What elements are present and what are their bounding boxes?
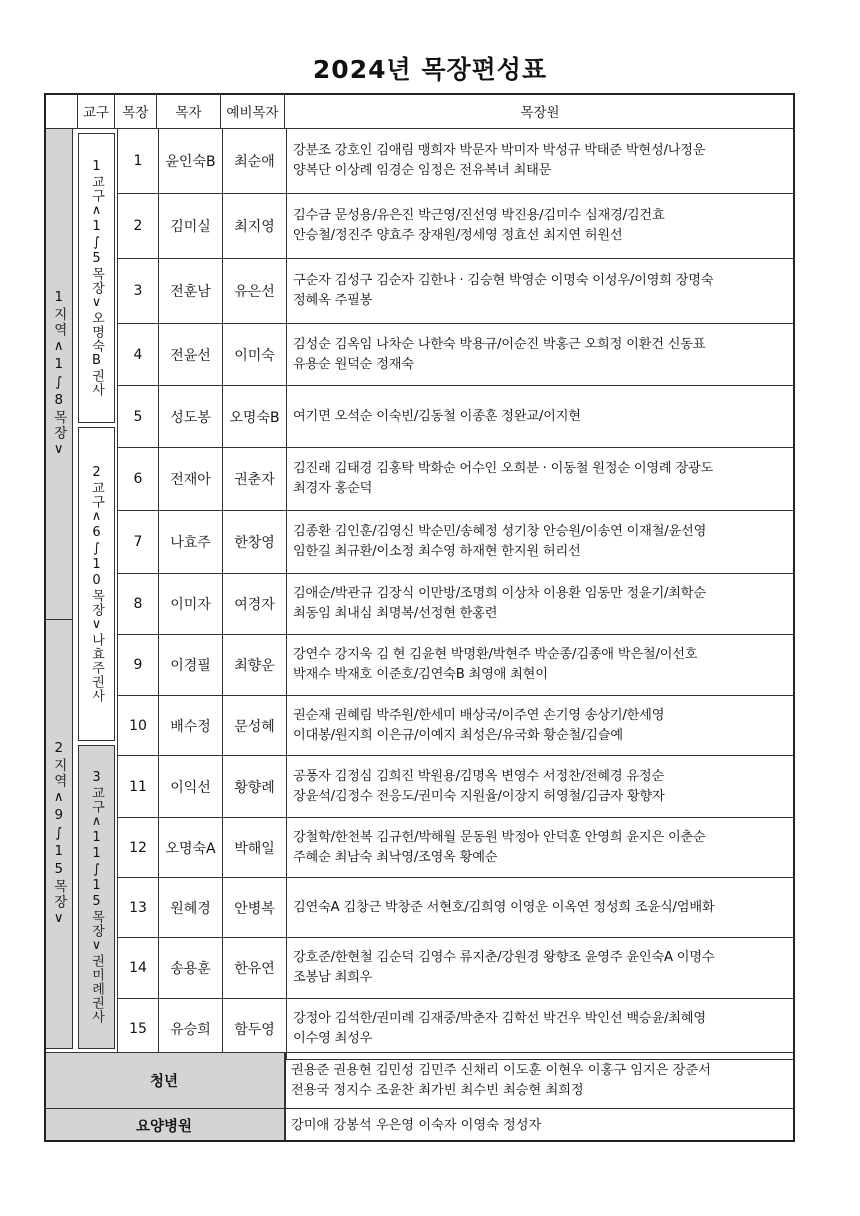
page-title: 2024년 목장편성표 — [312, 55, 548, 84]
header-group: 목장 — [115, 93, 157, 129]
group-subleader: 최향운 — [223, 635, 287, 696]
group-members: 김연숙A 김창근 박창준 서현호/김희영 이영운 이옥연 정성희 조윤식/엄배화 — [287, 878, 795, 938]
table-row — [133, 259, 795, 324]
table-row — [133, 386, 795, 448]
district-1-label: 1교구∧1∫5목장∨오명숙B권사 — [89, 159, 104, 397]
group-number: 3 — [117, 259, 159, 324]
table-row — [133, 129, 795, 194]
group-leader: 나효주 — [159, 511, 223, 574]
header-blank — [44, 93, 78, 129]
youth-members: 권용준 권용현 김민성 김민주 신채리 이도훈 이현우 이홍구 임지은 장준서 전용국 정지수 조윤찬 최가빈 최수빈 최승현 최희정 — [285, 1053, 795, 1109]
group-leader: 윤인숙B — [159, 129, 223, 194]
group-number: 10 — [117, 696, 159, 756]
group-number: 12 — [117, 818, 159, 878]
group-leader: 원혜경 — [159, 878, 223, 938]
header-leader: 목자 — [157, 93, 221, 129]
table-row — [133, 324, 795, 386]
group-subleader: 오명숙B — [223, 386, 287, 448]
column-divider — [285, 1053, 286, 1142]
group-subleader: 한창영 — [223, 511, 287, 574]
table-row — [133, 635, 795, 696]
group-members: 김성순 김옥임 나차순 나한숙 박용규/이순진 박홍근 오희정 이환건 신동표 유용순 원덕순 정재숙 — [287, 324, 795, 386]
group-number: 8 — [117, 574, 159, 635]
district-3 — [78, 745, 115, 1049]
group-leader: 유승희 — [159, 999, 223, 1060]
table-row — [133, 574, 795, 635]
group-leader: 배수정 — [159, 696, 223, 756]
table-row — [129, 696, 795, 756]
group-leader: 성도봉 — [159, 386, 223, 448]
group-leader: 전훈남 — [159, 259, 223, 324]
group-members: 강분조 강호인 김애림 맹희자 박문자 박미자 박성규 박태준 박현성/나정운 양복단 이상례 임경순 임정은 전유복녀 최태문 — [287, 129, 795, 194]
group-members: 강철학/한천복 김규헌/박해월 문동원 박정아 안덕훈 안영희 윤지은 이춘순 주혜순 최남숙 최낙영/조영옥 황예순 — [287, 818, 795, 878]
group-members: 여기면 오석순 이숙빈/김동철 이종훈 정완교/이지현 — [287, 386, 795, 448]
group-subleader: 한유연 — [223, 938, 287, 999]
table-row — [129, 878, 795, 938]
group-number: 6 — [117, 448, 159, 511]
district-1 — [78, 133, 115, 423]
group-members: 김종환 김인훈/김영신 박순민/송혜정 성기창 안승원/이송연 이재철/윤선영 임한길 최규환/이소정 최수영 하재현 한지원 허리선 — [287, 511, 795, 574]
group-leader: 이익선 — [159, 756, 223, 818]
group-members: 김수금 문성용/유은진 박근영/진선영 박진용/김미수 심재경/김건효 안승철/정진주 양효주 장재원/정세영 정효선 최지연 허원선 — [287, 194, 795, 259]
group-number: 15 — [117, 999, 159, 1060]
group-members: 공풍자 김정심 김희진 박원용/김명옥 변영수 서정찬/전혜경 유정순 장윤석/김정수 전응도/권미숙 지원율/이장지 허영철/김금자 황향자 — [287, 756, 795, 818]
region-2-label: 2지역∧9∫15목장∨ — [50, 740, 67, 928]
group-subleader: 최순애 — [223, 129, 287, 194]
hospital-label: 요양병원 — [44, 1109, 285, 1142]
table-row — [129, 938, 795, 999]
group-subleader: 황향례 — [223, 756, 287, 818]
table-row — [133, 194, 795, 259]
group-number: 2 — [117, 194, 159, 259]
group-members: 구순자 김성구 김순자 김한나 · 김승현 박영순 이명숙 이성우/이영희 장명숙 정혜옥 주필봉 — [287, 259, 795, 324]
district-2-label: 2교구∧6∫10목장∨나효주권사 — [89, 465, 104, 703]
group-leader: 전재아 — [159, 448, 223, 511]
group-subleader: 유은선 — [223, 259, 287, 324]
header-members: 목장원 — [285, 93, 795, 129]
region-1 — [44, 129, 73, 620]
section-divider — [44, 1049, 795, 1053]
group-number: 5 — [117, 386, 159, 448]
group-leader: 이경필 — [159, 635, 223, 696]
group-number: 4 — [117, 324, 159, 386]
region-1-label: 1지역∧1∫8목장∨ — [50, 289, 67, 459]
table-header — [44, 93, 795, 129]
table-row — [133, 511, 795, 574]
group-number: 9 — [117, 635, 159, 696]
table-row — [129, 818, 795, 878]
group-leader: 오명숙A — [159, 818, 223, 878]
group-number: 11 — [117, 756, 159, 818]
group-subleader: 함두영 — [223, 999, 287, 1060]
hospital-members: 강미애 강봉석 우은영 이숙자 이영숙 정성자 — [291, 1117, 542, 1133]
district-3-label: 3교구∧11∫15목장∨권미례권사 — [89, 770, 104, 1024]
district-2 — [78, 427, 115, 741]
group-number: 14 — [117, 938, 159, 999]
group-members: 강연수 강지욱 김 현 김윤현 박명환/박현주 박순종/김종애 박은철/이선호 박재수 박재호 이준호/김연숙B 최영애 최현이 — [287, 635, 795, 696]
region-2 — [44, 620, 73, 1049]
group-subleader: 권춘자 — [223, 448, 287, 511]
group-subleader: 문성혜 — [223, 696, 287, 756]
group-number: 13 — [117, 878, 159, 938]
group-subleader: 최지영 — [223, 194, 287, 259]
group-subleader: 박해일 — [223, 818, 287, 878]
group-number: 1 — [117, 129, 159, 194]
group-members: 강호준/한현철 김순덕 김영수 류지춘/강원경 왕향조 윤영주 윤인숙A 이명수 조봉남 최희우 — [287, 938, 795, 999]
group-subleader: 이미숙 — [223, 324, 287, 386]
group-leader: 김미실 — [159, 194, 223, 259]
group-members: 김애순/박관규 김장식 이만방/조명희 이상차 이용환 임동만 정윤기/최학순 최동임 최내심 최명복/선정현 한홍련 — [287, 574, 795, 635]
group-subleader: 여경자 — [223, 574, 287, 635]
group-members: 강정아 김석한/권미례 김재중/박춘자 김학선 박건우 박인선 백승윤/최혜영 이수영 최성우 — [287, 999, 795, 1060]
group-subleader: 안병복 — [223, 878, 287, 938]
group-number: 7 — [117, 511, 159, 574]
group-leader: 전윤선 — [159, 324, 223, 386]
table-row — [133, 448, 795, 511]
table-row — [129, 756, 795, 818]
group-leader: 이미자 — [159, 574, 223, 635]
group-leader: 송용훈 — [159, 938, 223, 999]
group-members: 김진래 김태경 김홍탁 박화순 어수인 오희분 · 이동철 원정순 이영례 장광도 최경자 홍순덕 — [287, 448, 795, 511]
group-members: 권순재 권혜림 박주원/한세미 배상국/이주연 손기영 송상기/한세영 이대봉/원지희 이은규/이예지 최성은/유국화 황순철/김슬예 — [287, 696, 795, 756]
header-subleader: 예비목자 — [221, 93, 285, 129]
header-district: 교구 — [78, 93, 115, 129]
youth-label: 청년 — [44, 1053, 285, 1109]
